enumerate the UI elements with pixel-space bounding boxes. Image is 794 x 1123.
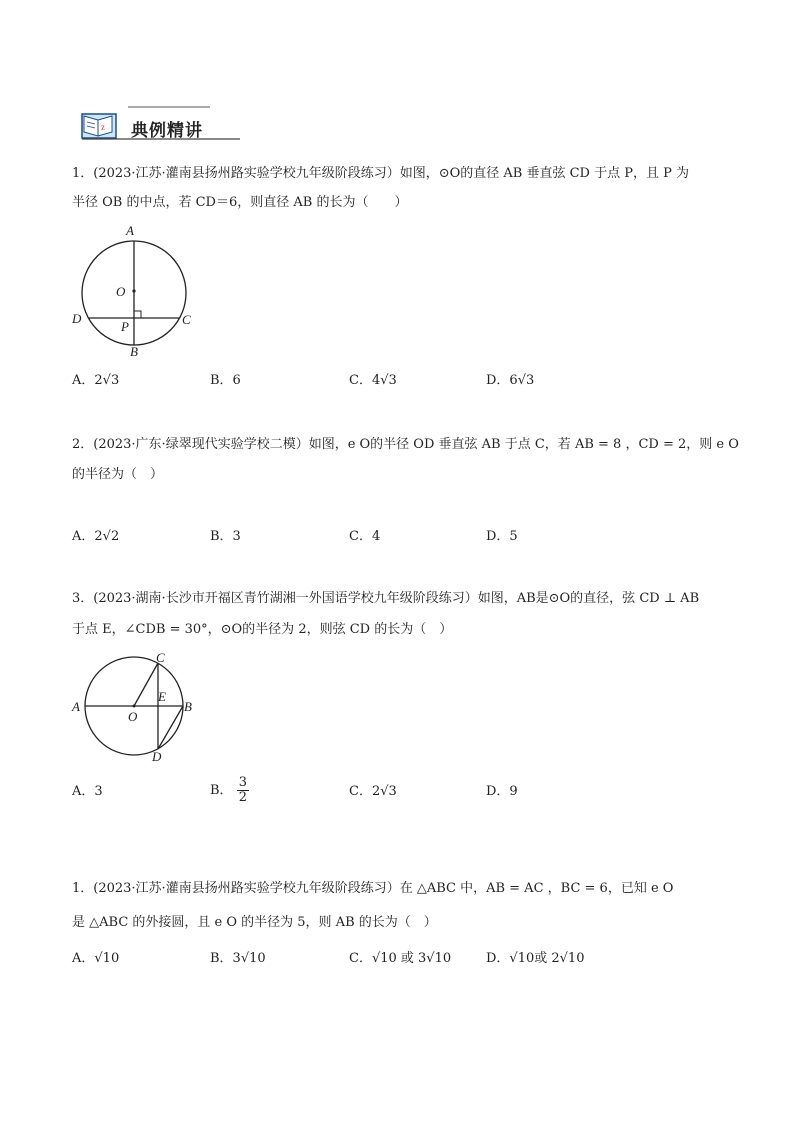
option-d: D．5: [486, 529, 518, 544]
question-text-line1: 2．(2023·广东·绿翠现代实验学校二模）如图，e O的半径 OD 垂直弦 AB 于点 C，若 AB = 8 ，CD = 2，则 e O: [72, 437, 739, 452]
svg-text:A: A: [72, 699, 80, 714]
question-text-line2: 半径 OB 的中点，若 CD＝6，则直径 AB 的长为（ ）: [72, 195, 408, 210]
option-c: C．4: [349, 529, 381, 544]
option-a: A．√10: [72, 951, 120, 966]
question-text-line2: 是 △ABC 的外接圆，且 e O 的半径为 5，则 AB 的长为（ ）: [72, 915, 437, 930]
question-text-line1: 1．(2023·江苏·灌南县扬州路实验学校九年级阶段练习）在 △ABC 中，AB = AC ，BC = 6，已知 e O: [72, 881, 674, 896]
fraction: $\frac{3}{2}$: [238, 775, 247, 805]
figure-circle-diameter-chord: [68, 220, 203, 360]
option-a: A．2√3: [72, 373, 120, 388]
section-title: 典例精讲: [131, 121, 203, 141]
svg-text:C: C: [182, 312, 191, 327]
svg-text:B: B: [184, 699, 192, 714]
svg-text:O: O: [116, 284, 126, 299]
option-d: D．6√3: [486, 373, 535, 388]
option-c: C．√10 或 3√10: [349, 951, 452, 966]
option-b: B． $\frac{3}{2}$: [210, 775, 247, 805]
svg-text:D: D: [152, 749, 162, 764]
svg-text:C: C: [156, 650, 165, 665]
svg-text:E: E: [158, 689, 166, 704]
svg-text:A: A: [126, 223, 134, 238]
svg-text:P: P: [121, 319, 129, 334]
option-c: C．2√3: [349, 784, 397, 799]
figure-circle-chord-cd: [66, 648, 201, 768]
question-text-line1: 3．(2023·湖南·长沙市开福区青竹湖湘一外国语学校九年级阶段练习）如图，AB是⊙O的直径，弦 CD ⊥ AB: [72, 591, 700, 606]
question-text-line2: 于点 E，∠CDB = 30°，⊙O的半径为 2，则弦 CD 的长为（ ）: [72, 622, 453, 637]
option-b: B．6: [210, 373, 241, 388]
svg-text:D: D: [72, 311, 82, 326]
option-c: C．4√3: [349, 373, 397, 388]
option-a: A．3: [72, 784, 103, 799]
option-a: A．2√2: [72, 529, 120, 544]
option-b: B．3: [210, 529, 241, 544]
question-text-line2: 的半径为（ ）: [72, 467, 164, 482]
option-d: D．√10或 2√10: [486, 951, 585, 966]
option-d: D．9: [486, 784, 518, 799]
svg-text:O: O: [128, 709, 138, 724]
option-b: B．3√10: [210, 951, 266, 966]
svg-text:B: B: [130, 344, 138, 359]
question-text-line1: 1．(2023·江苏·灌南县扬州路实验学校九年级阶段练习）如图，⊙O的直径 AB 垂直弦 CD 于点 P，且 P 为: [72, 166, 689, 181]
icon-glyph: z: [101, 122, 105, 132]
